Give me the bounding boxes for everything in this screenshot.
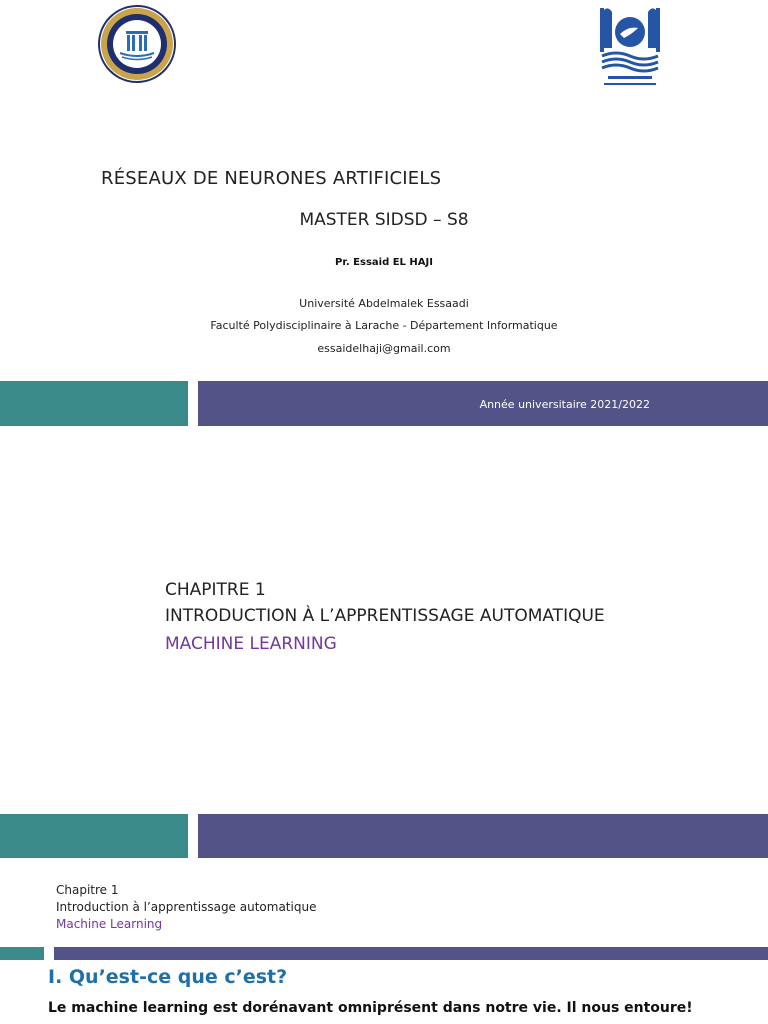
slide-header-title: Introduction à l’apprentissage automatique (56, 900, 317, 914)
chapter-label: CHAPITRE 1 (165, 580, 266, 600)
academic-year: Année universitaire 2021/2022 (479, 398, 650, 411)
slide-header-subtitle: Machine Learning (56, 917, 163, 931)
university-logo (594, 4, 666, 92)
section-heading: I. Qu’est-ce que c’est? (48, 966, 288, 988)
faculty-name: Faculté Polydisciplinaire à Larache - Département Informatique (210, 319, 558, 332)
slide-header-chapter: Chapitre 1 (56, 883, 119, 897)
chapter-title: INTRODUCTION À L’APPRENTISSAGE AUTOMATIQUE (165, 606, 605, 626)
teal-band (0, 381, 188, 426)
course-title: RÉSEAUX DE NEURONES ARTIFICIELS (101, 168, 442, 189)
section-body-text: Le machine learning est dorénavant omniprésent dans notre vie. Il nous entoure! (48, 1000, 693, 1016)
teal-band (0, 947, 44, 960)
purple-band (198, 814, 768, 858)
faculty-seal-logo (96, 5, 178, 83)
author-email: essaidelhaji@gmail.com (317, 342, 451, 355)
program-title: MASTER SIDSD – S8 (299, 210, 469, 230)
purple-band (198, 381, 768, 426)
purple-band (54, 947, 768, 960)
university-name: Université Abdelmalek Essaadi (299, 297, 469, 310)
author-name: Pr. Essaid EL HAJI (335, 257, 433, 268)
teal-band (0, 814, 188, 858)
chapter-subtitle: MACHINE LEARNING (165, 634, 337, 654)
